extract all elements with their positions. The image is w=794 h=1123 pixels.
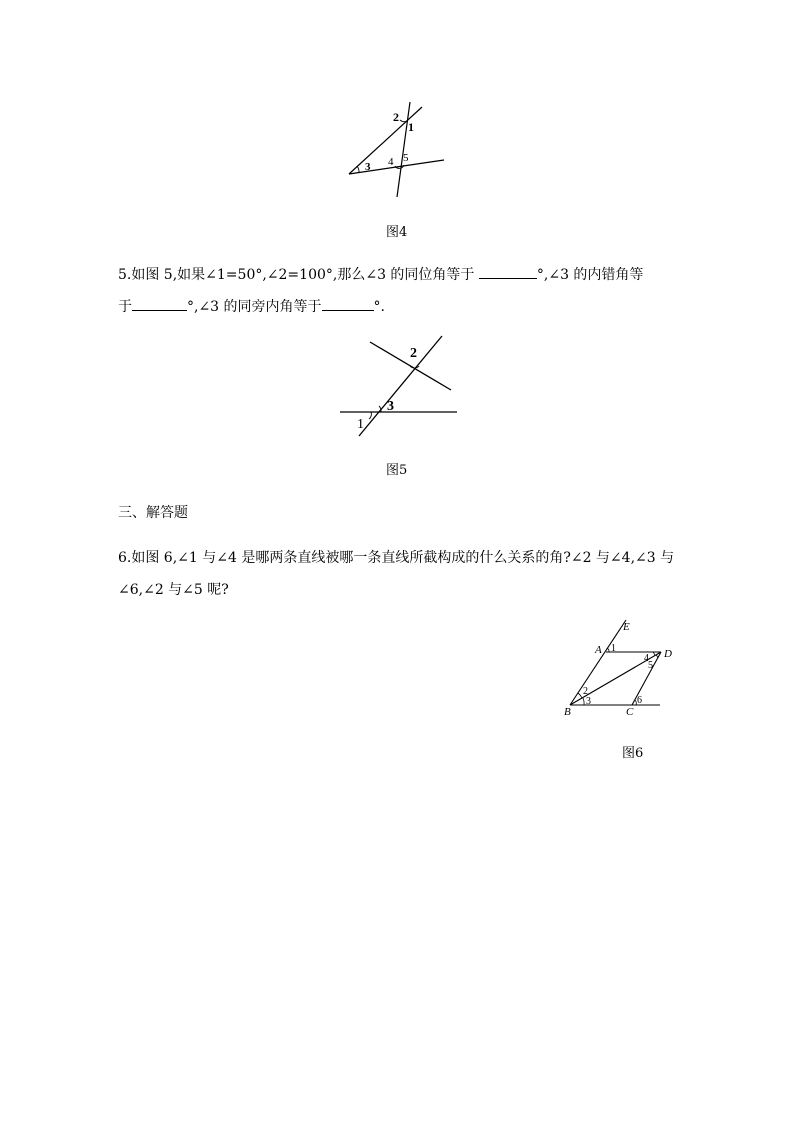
figure-5 bbox=[335, 333, 465, 438]
fig6-angle-3: 3 bbox=[586, 696, 591, 707]
question-5-line-1 bbox=[118, 264, 643, 285]
q5-text-e: °. bbox=[373, 299, 385, 315]
fig4-angle-1: 1 bbox=[408, 120, 414, 134]
figure-5-caption: 图5 bbox=[386, 463, 408, 478]
fig6-angle-2: 2 bbox=[583, 686, 588, 697]
figure-5-diagram bbox=[335, 333, 465, 438]
question-6-line-1: 6.如图 6,∠1 与∠4 是哪两条直线被哪一条直线所截构成的什么关系的角?∠2 与∠4,∠3 与 bbox=[118, 550, 675, 566]
fig6-angle-1: 1 bbox=[611, 643, 616, 654]
fig4-angle-5: 5 bbox=[403, 152, 409, 164]
fig6-point-E: E bbox=[623, 621, 630, 633]
figure-4-diagram bbox=[340, 100, 450, 200]
figure-6-caption: 图6 bbox=[622, 746, 644, 761]
fig6-angle-5: 5 bbox=[648, 660, 653, 671]
q5-text-d: °,∠3 的同旁内角等于 bbox=[187, 299, 322, 315]
fig6-point-A: A bbox=[595, 644, 602, 656]
blank-alternate-interior-angle[interactable] bbox=[132, 296, 187, 311]
fig5-angle-2: 2 bbox=[410, 346, 417, 361]
blank-corresponding-angle[interactable] bbox=[479, 264, 537, 279]
fig6-angle-6: 6 bbox=[637, 695, 642, 706]
figure-4 bbox=[340, 100, 450, 200]
blank-co-interior-angle[interactable] bbox=[322, 296, 374, 311]
fig4-angle-3: 3 bbox=[365, 161, 371, 173]
fig5-angle-3: 3 bbox=[387, 399, 394, 414]
question-6-line-2: ∠6,∠2 与∠5 呢? bbox=[118, 582, 229, 598]
fig6-point-C: C bbox=[626, 706, 634, 718]
figure-6 bbox=[560, 615, 680, 720]
figure-4-caption: 图4 bbox=[386, 225, 408, 240]
q5-text-b: °,∠3 的内错角等 bbox=[536, 267, 644, 283]
fig4-angle-2: 2 bbox=[393, 110, 399, 124]
section-3-heading: 三、解答题 bbox=[118, 505, 188, 521]
figure-6-diagram bbox=[560, 615, 680, 720]
q5-text-a: 5.如图 5,如果∠1=50°,∠2=100°,那么∠3 的同位角等于 bbox=[118, 267, 475, 283]
question-5-line-2 bbox=[118, 296, 385, 317]
fig4-angle-4: 4 bbox=[388, 156, 394, 168]
fig6-point-B: B bbox=[564, 706, 571, 718]
q5-text-c: 于 bbox=[118, 299, 132, 315]
fig6-angle-4: 4 bbox=[644, 653, 649, 664]
fig5-angle-1: 1 bbox=[357, 417, 364, 432]
fig6-point-D: D bbox=[664, 648, 672, 660]
